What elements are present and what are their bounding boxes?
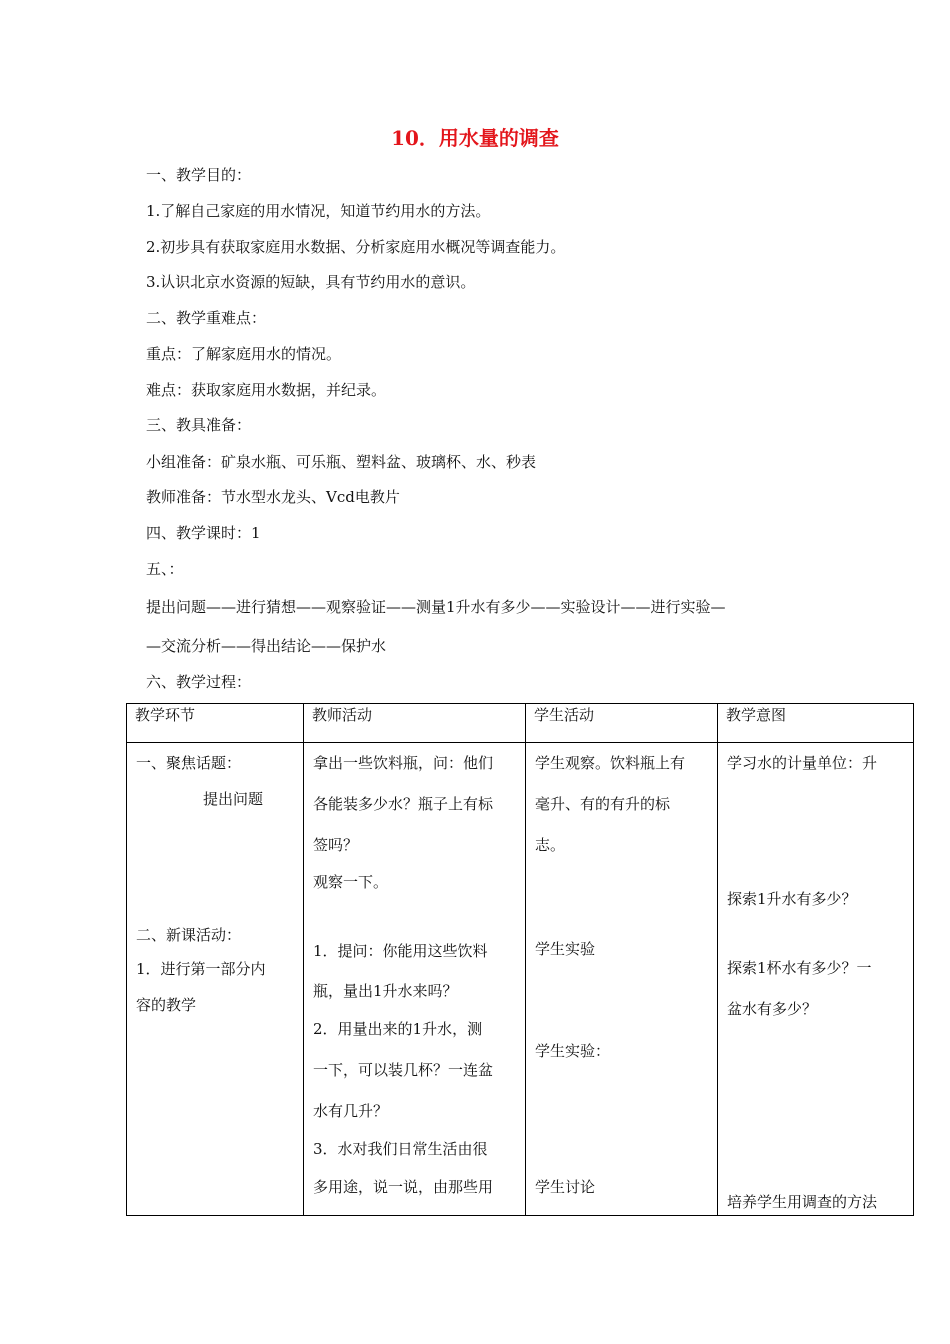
header-stage: 教学环节 [127, 704, 304, 743]
keypoint: 重点：了解家庭用水的情况。 [146, 345, 342, 363]
class-hours: 四、教学课时：1 [146, 524, 261, 542]
student-activity-line: 毫升、有的有升的标 [535, 795, 671, 813]
teacher-activity-line: 观察一下。 [313, 873, 389, 891]
difficulty: 难点：获取家庭用水数据，并纪录。 [146, 381, 387, 399]
teacher-activity-line: 各能装多少水？瓶子上有标 [313, 795, 494, 813]
student-activity-cell [526, 743, 718, 1216]
teaching-intent-line: 学习水的计量单位：升 [727, 754, 878, 772]
stage-cell [127, 743, 304, 1216]
header-student-activity: 学生活动 [526, 704, 718, 743]
stage-part-one-line1: 1．进行第一部分内 [136, 960, 266, 978]
header-teaching-intent: 教学意图 [718, 704, 914, 743]
teacher-activity-line: 签吗？ [313, 836, 359, 854]
document-title: 10．用水量的调查 [391, 126, 559, 150]
table-header-row [127, 704, 914, 743]
group-materials: 小组准备：矿泉水瓶、可乐瓶、塑料盆、玻璃杯、水、秒表 [146, 453, 537, 471]
teacher-activity-line: 瓶，量出1升水来吗？ [313, 982, 458, 1000]
student-activity-line: 学生实验 [535, 940, 596, 958]
student-activity-line: 学生讨论 [535, 1178, 596, 1196]
student-activity-line: 学生观察。饮料瓶上有 [535, 754, 686, 772]
keypoints-heading: 二、教学重难点： [146, 309, 267, 327]
teacher-activity-line: 3．水对我们日常生活由很 [313, 1140, 488, 1158]
table-row [127, 743, 914, 1216]
materials-heading: 三、教具准备： [146, 416, 252, 434]
section-five: 五、： [146, 560, 184, 578]
teacher-activity-line: 多用途，说一说，由那些用 [313, 1178, 494, 1196]
lesson-process-table [126, 703, 914, 1216]
teacher-activity-line: 2．用量出来的1升水，测 [313, 1020, 483, 1038]
teaching-intent-line: 培养学生用调查的方法 [727, 1193, 878, 1211]
stage-focus-topic: 一、聚焦话题： [136, 754, 242, 772]
stage-part-one-line2: 容的教学 [136, 996, 197, 1014]
teacher-materials: 教师准备：节水型水龙头、Vcd电教片 [146, 488, 400, 506]
teacher-activity-line: 水有几升？ [313, 1102, 389, 1120]
teacher-activity-cell [304, 743, 526, 1216]
flow-line-2: —交流分析——得出结论——保护水 [146, 637, 387, 655]
header-teacher-activity: 教师活动 [304, 704, 526, 743]
teacher-activity-line: 1．提问：你能用这些饮料 [313, 942, 488, 960]
stage-new-lesson: 二、新课活动： [136, 926, 242, 944]
teacher-activity-line: 拿出一些饮料瓶，问：他们 [313, 754, 494, 772]
student-activity-line: 志。 [535, 836, 566, 854]
objective-1: 1.了解自己家庭的用水情况，知道节约用水的方法。 [146, 202, 491, 220]
teaching-intent-line: 探索1杯水有多少？一 [727, 959, 872, 977]
process-heading: 六、教学过程： [146, 673, 252, 691]
student-activity-line: 学生实验： [535, 1042, 611, 1060]
objective-3: 3.认识北京水资源的短缺，具有节约用水的意识。 [146, 273, 476, 291]
objectives-heading: 一、教学目的： [146, 166, 252, 184]
stage-raise-question: 提出问题 [203, 790, 264, 808]
teaching-intent-cell [718, 743, 914, 1216]
teacher-activity-line: 一下，可以装几杯？一连盆 [313, 1061, 494, 1079]
teaching-intent-line: 盆水有多少？ [727, 1000, 818, 1018]
objective-2: 2.初步具有获取家庭用水数据、分析家庭用水概况等调查能力。 [146, 238, 566, 256]
teaching-intent-line: 探索1升水有多少？ [727, 890, 857, 908]
flow-line-1: 提出问题——进行猜想——观察验证——测量1升水有多少——实验设计——进行实验— [146, 598, 726, 616]
